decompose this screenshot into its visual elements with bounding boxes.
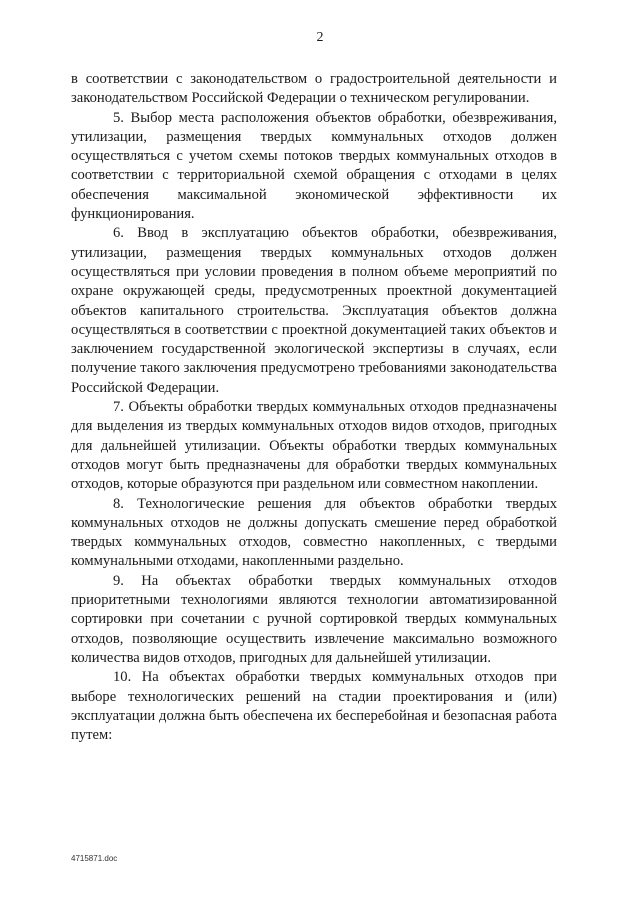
page-number: 2: [316, 30, 324, 45]
paragraph-item-6: 6. Ввод в эксплуатацию объектов обработки, обезвреживания, утилизации, размещения твердых коммунальных отходов должен осуществляться при условии проведения в полном объеме мероприятий по охране окружающей среды, предусмотренных проектной документацией объектов капитального строительства. Эксплуатация объектов должна осуществляться в соответствии с проектной документацией таких объектов и заключением государственной экологической экспертизы в случаях, если получение такого заключения предусмотрено требованиями законодательства Российской Федерации.: [71, 225, 557, 396]
paragraph-item-5: 5. Выбор места расположения объектов обработки, обезвреживания, утилизации, размещения твердых коммунальных отходов должен осуществляться с учетом схемы потоков твердых коммунальных отходов в соответствии с территориальной схемой обращения с отходами в целях обеспечения максимальной экономической эффективности их функционирования.: [71, 109, 557, 223]
paragraph-continuation: в соответствии с законодательством о градостроительной деятельности и законодательством Российской Федерации о техническом регулировании.: [71, 71, 557, 107]
document-body: [71, 70, 557, 745]
paragraph-item-10: 10. На объектах обработки твердых коммунальных отходов при выборе технологических решений на стадии проектирования и (или) эксплуатации должна быть обеспечена их бесперебойная и безопасная работа путем:: [71, 669, 557, 744]
paragraph-item-9: 9. На объектах обработки твердых коммунальных отходов приоритетными технологиями являются технологии автоматизированной сортировки при сочетании с ручной сортировкой твердых коммунальных отходов, позволяющие осуществить извлечение максимально возможного количества видов отходов, пригодных для дальнейшей утилизации.: [71, 572, 557, 666]
paragraph-item-8: 8. Технологические решения для объектов обработки твердых коммунальных отходов не должны допускать смешение перед обработкой твердых коммунальных отходов, совместно накопленных, с твердыми коммунальными отходами, накопленными раздельно.: [71, 495, 557, 570]
paragraph-item-7: 7. Объекты обработки твердых коммунальных отходов предназначены для выделения из твердых коммунальных отходов видов отходов, пригодных для дальнейшей утилизации. Объекты обработки твердых коммунальных отходов могут быть предназначены для обработки твердых коммунальных отходов, которые образуются при раздельном или совместном накоплении.: [71, 399, 557, 493]
document-footer-filename: 4715871.doc: [71, 854, 118, 863]
